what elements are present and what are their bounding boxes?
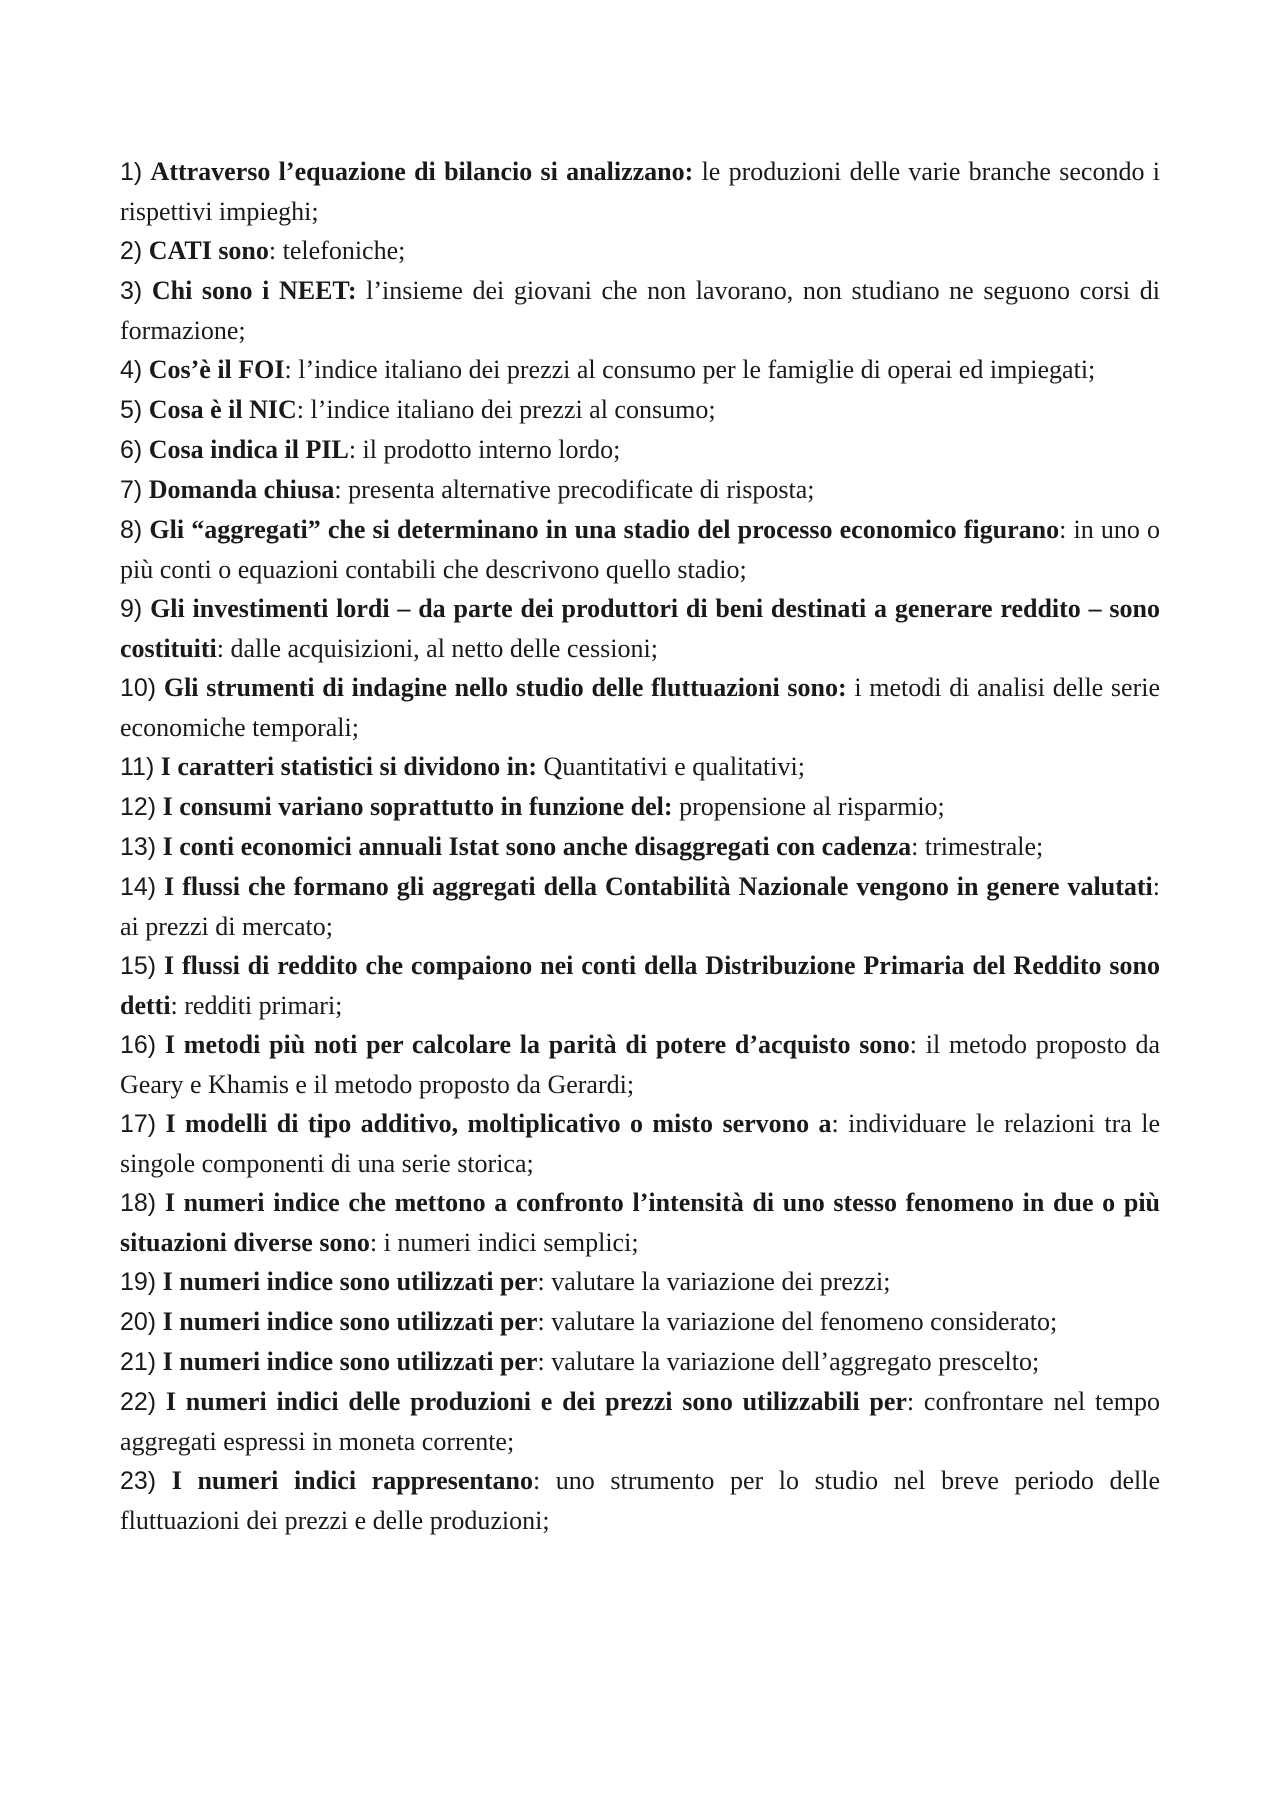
list-item <box>120 430 1160 470</box>
item-question: Domanda chiusa <box>148 475 335 504</box>
item-number: 12) <box>120 793 157 821</box>
item-question: I numeri indici delle produzioni e dei prezzi sono utilizzabili per <box>165 1387 907 1416</box>
list-item <box>120 867 1160 946</box>
list-item <box>120 668 1160 747</box>
document-page <box>120 152 1160 1540</box>
item-number: 1) <box>120 158 143 186</box>
item-number: 17) <box>120 1110 157 1138</box>
item-question: I modelli di tipo additivo, moltiplicativo o misto servono a <box>165 1109 832 1138</box>
item-question: I caratteri statistici si dividono in: <box>160 752 538 781</box>
item-answer: : redditi primari; <box>170 991 343 1020</box>
item-answer: : valutare la variazione dei prezzi; <box>537 1267 891 1296</box>
item-number: 16) <box>120 1031 157 1059</box>
item-number: 5) <box>120 396 143 424</box>
list-item <box>120 271 1160 350</box>
list-item <box>120 350 1160 390</box>
item-number: 19) <box>120 1268 157 1296</box>
list-item <box>120 827 1160 867</box>
list-item <box>120 1382 1160 1461</box>
item-number: 6) <box>120 436 143 464</box>
item-number: 10) <box>120 674 157 702</box>
item-answer: propensione al risparmio; <box>672 792 945 821</box>
item-question: I numeri indice sono utilizzati per <box>162 1307 538 1336</box>
item-question: Gli investimenti lordi – da parte dei produttori di beni destinati a generare reddito – sono costituiti <box>120 594 1161 663</box>
list-item <box>120 1302 1160 1342</box>
item-question: Chi sono i NEET: <box>151 276 357 305</box>
item-answer: Quantitativi e qualitativi; <box>537 752 805 781</box>
item-question: I numeri indici rappresentano <box>171 1466 533 1495</box>
item-answer: : confrontare nel tempo aggregati espressi in moneta corrente; <box>120 1387 1161 1456</box>
list-item <box>120 510 1160 589</box>
item-answer: : l’indice italiano dei prezzi al consumo per le famiglie di operai ed impiegati; <box>284 355 1096 384</box>
item-number: 14) <box>120 873 157 901</box>
item-number: 15) <box>120 952 157 980</box>
item-answer: : trimestrale; <box>911 832 1044 861</box>
item-number: 22) <box>120 1388 157 1416</box>
list-item <box>120 470 1160 510</box>
item-number: 21) <box>120 1348 157 1376</box>
item-answer: : individuare le relazioni tra le singole componenti di una serie storica; <box>120 1109 1161 1178</box>
list-item <box>120 787 1160 827</box>
list-item <box>120 1104 1160 1183</box>
list-item <box>120 390 1160 430</box>
item-answer: : dalle acquisizioni, al netto delle cessioni; <box>216 634 658 663</box>
item-question: I consumi variano soprattutto in funzione del: <box>162 792 673 821</box>
item-answer: : il metodo proposto da Geary e Khamis e il metodo proposto da Gerardi; <box>120 1030 1160 1099</box>
list-item <box>120 1342 1160 1382</box>
item-number: 7) <box>120 476 143 504</box>
item-number: 13) <box>120 833 157 861</box>
item-answer: : presenta alternative precodificate di risposta; <box>334 475 815 504</box>
item-question: Cosa indica il PIL <box>148 435 349 464</box>
item-question: I numeri indice che mettono a confronto l’intensità di uno stesso fenomeno in due o più situazioni diverse sono <box>120 1188 1161 1257</box>
item-number: 23) <box>120 1467 157 1495</box>
item-question: I conti economici annuali Istat sono anche disaggregati con cadenza <box>162 832 912 861</box>
item-answer: le produzioni delle varie branche secondo i rispettivi impieghi; <box>120 157 1160 226</box>
list-item <box>120 1025 1160 1104</box>
item-answer: l’insieme dei giovani che non lavorano, non studiano ne seguono corsi di formazione; <box>120 276 1160 345</box>
item-number: 9) <box>120 595 143 623</box>
item-question: I numeri indice sono utilizzati per <box>162 1267 538 1296</box>
item-question: I flussi che formano gli aggregati della Contabilità Nazionale vengono in genere valutati <box>164 872 1153 901</box>
item-number: 2) <box>120 237 143 265</box>
item-question: Attraverso l’equazione di bilancio si analizzano: <box>150 157 694 186</box>
list-item <box>120 589 1160 668</box>
list-item <box>120 1262 1160 1302</box>
item-answer: : telefoniche; <box>268 236 406 265</box>
list-item <box>120 747 1160 787</box>
item-question: Gli “aggregati” che si determinano in una stadio del processo economico figurano <box>149 515 1060 544</box>
item-number: 8) <box>120 516 143 544</box>
item-number: 20) <box>120 1308 157 1336</box>
list-item <box>120 1183 1160 1262</box>
item-number: 18) <box>120 1189 157 1217</box>
item-answer: : i numeri indici semplici; <box>369 1228 639 1257</box>
item-answer: i metodi di analisi delle serie economiche temporali; <box>120 673 1160 742</box>
item-question: I flussi di reddito che compaiono nei conti della Distribuzione Primaria del Reddito sono detti <box>120 951 1160 1020</box>
list-item <box>120 152 1160 231</box>
item-number: 4) <box>120 356 143 384</box>
item-answer: : ai prezzi di mercato; <box>120 872 1160 941</box>
list-item <box>120 1461 1160 1540</box>
item-answer: : valutare la variazione del fenomeno considerato; <box>537 1307 1058 1336</box>
item-question: CATI sono <box>148 236 269 265</box>
item-answer: : il prodotto interno lordo; <box>348 435 621 464</box>
item-question: Cos’è il FOI <box>148 355 285 384</box>
item-answer: : valutare la variazione dell’aggregato prescelto; <box>537 1347 1040 1376</box>
item-question: I metodi più noti per calcolare la parità di potere d’acquisto sono <box>164 1030 910 1059</box>
item-number: 3) <box>120 277 143 305</box>
item-question: I numeri indice sono utilizzati per <box>162 1347 538 1376</box>
item-number: 11) <box>120 753 155 781</box>
list-item <box>120 231 1160 271</box>
item-question: Gli strumenti di indagine nello studio delle fluttuazioni sono: <box>163 673 847 702</box>
item-answer: : l’indice italiano dei prezzi al consumo; <box>296 395 716 424</box>
item-answer: : in uno o più conti o equazioni contabili che descrivono quello stadio; <box>120 515 1160 584</box>
item-answer: : uno strumento per lo studio nel breve periodo delle fluttuazioni dei prezzi e delle produzioni; <box>120 1466 1161 1535</box>
list-item <box>120 946 1160 1025</box>
item-question: Cosa è il NIC <box>148 395 297 424</box>
